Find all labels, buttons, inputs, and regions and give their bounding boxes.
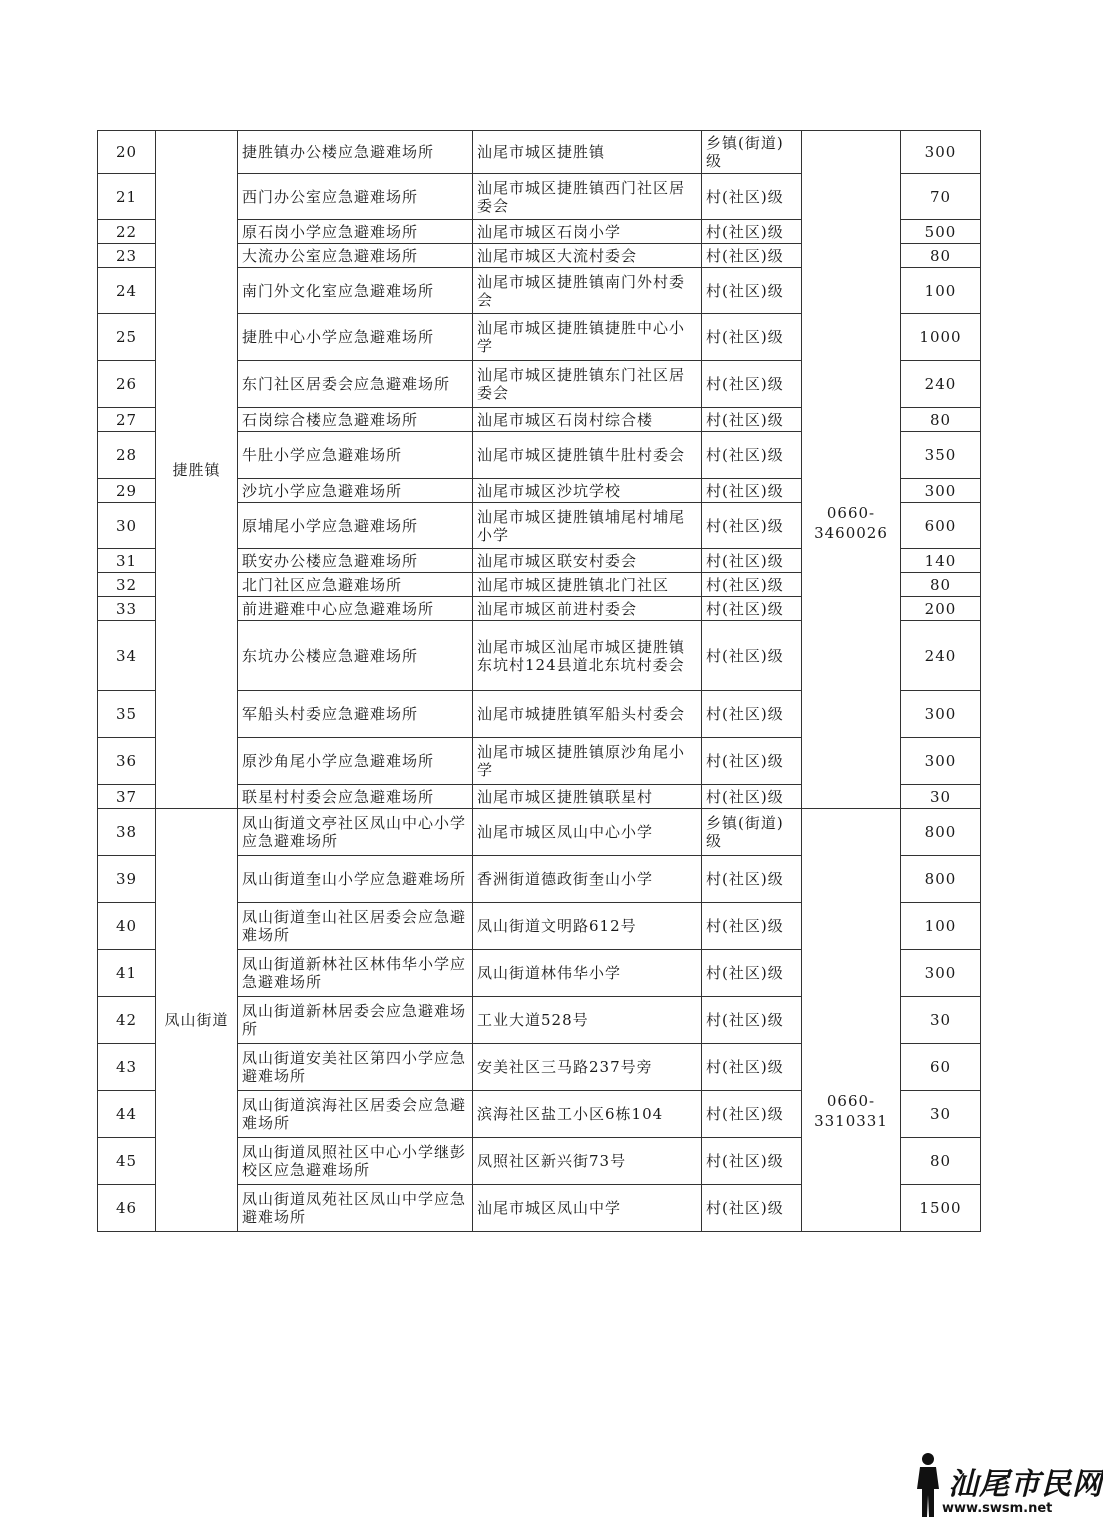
shelter-capacity: 80 [901, 244, 981, 268]
shelter-capacity: 30 [901, 1091, 981, 1138]
shelter-level: 村(社区)级 [702, 621, 802, 691]
shelter-capacity: 80 [901, 573, 981, 597]
row-number: 35 [98, 691, 156, 738]
shelter-address: 滨海社区盐工小区6栋104 [473, 1091, 702, 1138]
shelter-level: 村(社区)级 [702, 549, 802, 573]
shelter-name: 原沙角尾小学应急避难场所 [238, 738, 473, 785]
shelter-address: 汕尾市城区石岗小学 [473, 220, 702, 244]
shelter-address: 汕尾市城区凤山中学 [473, 1185, 702, 1232]
shelter-table [97, 130, 981, 1232]
shelter-name: 凤山街道奎山小学应急避难场所 [238, 856, 473, 903]
shelter-level: 村(社区)级 [702, 1091, 802, 1138]
table-row [98, 809, 981, 856]
shelter-level: 村(社区)级 [702, 1044, 802, 1091]
shelter-address: 汕尾市城区捷胜镇南门外村委会 [473, 268, 702, 314]
shelter-address: 汕尾市城区捷胜镇东门社区居委会 [473, 361, 702, 408]
shelter-name: 联安办公楼应急避难场所 [238, 549, 473, 573]
shelter-name: 凤山街道滨海社区居委会应急避难场所 [238, 1091, 473, 1138]
shelter-capacity: 600 [901, 503, 981, 549]
shelter-capacity: 100 [901, 268, 981, 314]
shelter-capacity: 500 [901, 220, 981, 244]
shelter-name: 凤山街道新林居委会应急避难场所 [238, 997, 473, 1044]
row-number: 42 [98, 997, 156, 1044]
shelter-capacity: 300 [901, 691, 981, 738]
shelter-name: 南门外文化室应急避难场所 [238, 268, 473, 314]
shelter-level: 村(社区)级 [702, 314, 802, 361]
shelter-address: 工业大道528号 [473, 997, 702, 1044]
shelter-level: 村(社区)级 [702, 597, 802, 621]
row-number: 25 [98, 314, 156, 361]
shelter-address: 汕尾市城区捷胜镇西门社区居委会 [473, 174, 702, 220]
shelter-level: 村(社区)级 [702, 903, 802, 950]
row-number: 24 [98, 268, 156, 314]
shelter-level: 村(社区)级 [702, 950, 802, 997]
shelter-address: 汕尾市城区前进村委会 [473, 597, 702, 621]
row-number: 40 [98, 903, 156, 950]
shelter-address: 汕尾市城区捷胜镇 [473, 131, 702, 174]
shelter-name: 凤山街道新林社区林伟华小学应急避难场所 [238, 950, 473, 997]
shelter-level: 村(社区)级 [702, 244, 802, 268]
row-number: 23 [98, 244, 156, 268]
row-number: 45 [98, 1138, 156, 1185]
shelter-level: 村(社区)级 [702, 1185, 802, 1232]
shelter-capacity: 350 [901, 432, 981, 479]
shelter-name: 东坑办公楼应急避难场所 [238, 621, 473, 691]
shelter-address: 汕尾市城区捷胜镇原沙角尾小学 [473, 738, 702, 785]
shelter-level: 村(社区)级 [702, 856, 802, 903]
shelter-level: 村(社区)级 [702, 479, 802, 503]
shelter-capacity: 300 [901, 738, 981, 785]
row-number: 44 [98, 1091, 156, 1138]
watermark-text: 汕尾市民网 [948, 1467, 1103, 1502]
shelter-name: 凤山街道安美社区第四小学应急避难场所 [238, 1044, 473, 1091]
shelter-address: 凤山街道文明路612号 [473, 903, 702, 950]
shelter-level: 村(社区)级 [702, 408, 802, 432]
shelter-level: 村(社区)级 [702, 1138, 802, 1185]
town-name: 捷胜镇 [156, 131, 238, 809]
shelter-name: 北门社区应急避难场所 [238, 573, 473, 597]
shelter-name: 东门社区居委会应急避难场所 [238, 361, 473, 408]
phone-cell-top [802, 131, 901, 503]
row-number: 30 [98, 503, 156, 549]
shelter-address: 汕尾市城区捷胜镇北门社区 [473, 573, 702, 597]
shelter-address: 汕尾市城区凤山中心小学 [473, 809, 702, 856]
shelter-address: 汕尾市城区捷胜镇联星村 [473, 785, 702, 809]
row-number: 31 [98, 549, 156, 573]
row-number: 22 [98, 220, 156, 244]
shelter-level: 村(社区)级 [702, 268, 802, 314]
shelter-address: 凤照社区新兴街73号 [473, 1138, 702, 1185]
row-number: 26 [98, 361, 156, 408]
town-name: 凤山街道 [156, 809, 238, 1232]
shelter-name: 石岗综合楼应急避难场所 [238, 408, 473, 432]
shelter-name: 捷胜镇办公楼应急避难场所 [238, 131, 473, 174]
shelter-name: 联星村村委会应急避难场所 [238, 785, 473, 809]
shelter-level: 乡镇(街道)级 [702, 131, 802, 174]
row-number: 46 [98, 1185, 156, 1232]
shelter-capacity: 240 [901, 361, 981, 408]
shelter-name: 大流办公室应急避难场所 [238, 244, 473, 268]
shelter-address: 汕尾市城区捷胜镇捷胜中心小学 [473, 314, 702, 361]
watermark-url: www.swsm.net [942, 1501, 1053, 1516]
phone-cell-top [802, 809, 901, 1091]
shelter-capacity: 300 [901, 131, 981, 174]
row-number: 43 [98, 1044, 156, 1091]
shelter-level: 村(社区)级 [702, 432, 802, 479]
row-number: 36 [98, 738, 156, 785]
shelter-capacity: 800 [901, 809, 981, 856]
table-row [98, 131, 981, 174]
shelter-level: 村(社区)级 [702, 220, 802, 244]
row-number: 20 [98, 131, 156, 174]
shelter-capacity: 300 [901, 950, 981, 997]
row-number: 32 [98, 573, 156, 597]
shelter-name: 沙坑小学应急避难场所 [238, 479, 473, 503]
shelter-level: 村(社区)级 [702, 174, 802, 220]
shelter-name: 捷胜中心小学应急避难场所 [238, 314, 473, 361]
shelter-capacity: 800 [901, 856, 981, 903]
row-number: 37 [98, 785, 156, 809]
shelter-name: 牛肚小学应急避难场所 [238, 432, 473, 479]
shelter-address: 汕尾市城区大流村委会 [473, 244, 702, 268]
row-number: 33 [98, 597, 156, 621]
shelter-level: 村(社区)级 [702, 503, 802, 549]
row-number: 38 [98, 809, 156, 856]
shelter-name: 凤山街道凤苑社区凤山中学应急避难场所 [238, 1185, 473, 1232]
row-number: 41 [98, 950, 156, 997]
shelter-address: 汕尾市城捷胜镇军船头村委会 [473, 691, 702, 738]
shelter-name: 军船头村委应急避难场所 [238, 691, 473, 738]
shelter-level: 村(社区)级 [702, 691, 802, 738]
shelter-address: 汕尾市城区捷胜镇埔尾村埔尾小学 [473, 503, 702, 549]
shelter-address: 香洲街道德政街奎山小学 [473, 856, 702, 903]
shelter-address: 汕尾市城区汕尾市城区捷胜镇东坑村124县道北东坑村委会 [473, 621, 702, 691]
row-number: 29 [98, 479, 156, 503]
shelter-capacity: 1000 [901, 314, 981, 361]
shelter-address: 汕尾市城区沙坑学校 [473, 479, 702, 503]
shelter-level: 乡镇(街道)级 [702, 809, 802, 856]
shelter-name: 前进避难中心应急避难场所 [238, 597, 473, 621]
shelter-address: 安美社区三马路237号旁 [473, 1044, 702, 1091]
shelter-name: 原石岗小学应急避难场所 [238, 220, 473, 244]
shelter-capacity: 140 [901, 549, 981, 573]
shelter-capacity: 80 [901, 1138, 981, 1185]
shelter-capacity: 80 [901, 408, 981, 432]
shelter-address: 汕尾市城区捷胜镇牛肚村委会 [473, 432, 702, 479]
shelter-level: 村(社区)级 [702, 997, 802, 1044]
shelter-capacity: 30 [901, 785, 981, 809]
shelter-capacity: 70 [901, 174, 981, 220]
contact-phone: 0660- 3310331 [802, 1091, 901, 1232]
row-number: 21 [98, 174, 156, 220]
row-number: 34 [98, 621, 156, 691]
shelter-name: 原埔尾小学应急避难场所 [238, 503, 473, 549]
shelter-name: 西门办公室应急避难场所 [238, 174, 473, 220]
shelter-level: 村(社区)级 [702, 785, 802, 809]
shelter-capacity: 100 [901, 903, 981, 950]
shelter-level: 村(社区)级 [702, 573, 802, 597]
shelter-address: 汕尾市城区联安村委会 [473, 549, 702, 573]
shelter-level: 村(社区)级 [702, 738, 802, 785]
shelter-capacity: 1500 [901, 1185, 981, 1232]
shelter-name: 凤山街道奎山社区居委会应急避难场所 [238, 903, 473, 950]
row-number: 28 [98, 432, 156, 479]
row-number: 27 [98, 408, 156, 432]
shelter-capacity: 200 [901, 597, 981, 621]
shelter-address: 汕尾市城区石岗村综合楼 [473, 408, 702, 432]
shelter-name: 凤山街道文亭社区凤山中心小学应急避难场所 [238, 809, 473, 856]
row-number: 39 [98, 856, 156, 903]
shelter-name: 凤山街道凤照社区中心小学继彭校区应急避难场所 [238, 1138, 473, 1185]
shelter-capacity: 240 [901, 621, 981, 691]
shelter-capacity: 300 [901, 479, 981, 503]
contact-phone: 0660- 3460026 [802, 503, 901, 809]
shelter-capacity: 60 [901, 1044, 981, 1091]
shelter-address: 凤山街道林伟华小学 [473, 950, 702, 997]
watermark [908, 1451, 1103, 1521]
shelter-capacity: 30 [901, 997, 981, 1044]
shelter-level: 村(社区)级 [702, 361, 802, 408]
